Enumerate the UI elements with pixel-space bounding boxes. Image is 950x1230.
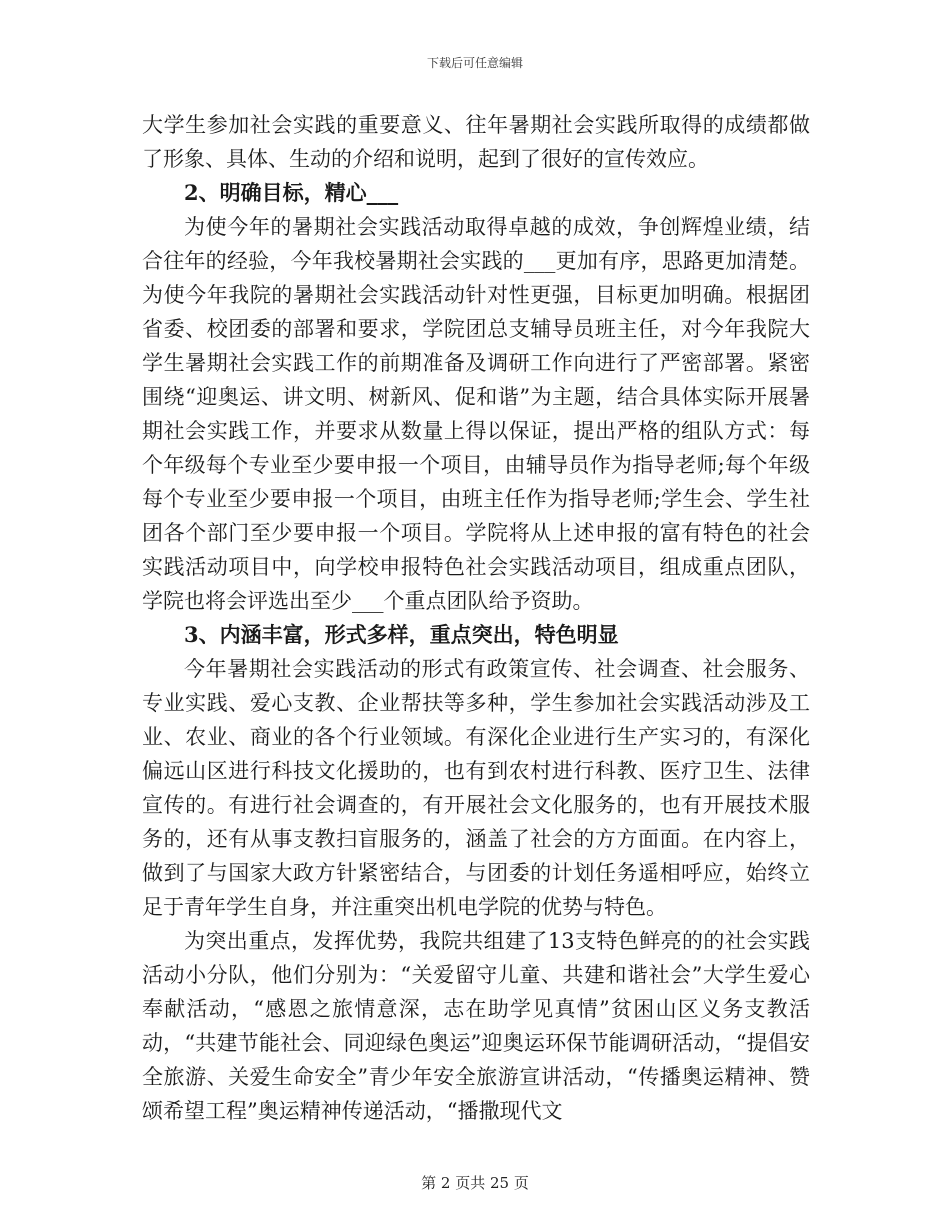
section-heading-3: 3、内涵丰富，形式多样，重点突出，特色明显 xyxy=(184,622,619,647)
paragraph-teams: 为突出重点，发挥优势，我院共组建了13支特色鲜亮的的社会实践活动小分队，他们分别为：“关爱留守儿童、共建和谐社会”大学生爱心奉献活动，“感恩之旅情意深，志在助学见真情”贫困山区义务支教活动，“共建节能社会、同迎绿色奥运”迎奥运环保节能调研活动，“提倡安全旅游、关爱生命安全”青少年安全旅游宣讲活动，“传播奥运精神、赞颂希望工程”奥运精神传递活动，“播撒现代文 xyxy=(142,929,810,1123)
document-body xyxy=(142,108,810,1128)
paragraph-intro-continuation: 大学生参加社会实践的重要意义、往年暑期社会实践所取得的成绩都做了形象、具体、生动的介绍和说明，起到了很好的宣传效应。 xyxy=(142,113,810,171)
paragraph-forms: 今年暑期社会实践活动的形式有政策宣传、社会调查、社会服务、专业实践、爱心支教、企业帮扶等多种，学生参加社会实践活动涉及工业、农业、商业的各个行业领域。有深化企业进行生产实习的，有深化偏远山区进行科技文化援助的，也有到农村进行科教、医疗卫生、法律宣传的。有进行社会调查的，有开展社会文化服务的，也有开展技术服务的，还有从事支教扫盲服务的，涵盖了社会的方方面面。在内容上，做到了与国家大政方针紧密结合，与团委的计划任务遥相呼应，始终立足于青年学生自身，并注重突出机电学院的优势与特色。 xyxy=(142,657,810,919)
section-heading-2: 2、明确目标，精心___ xyxy=(184,180,399,205)
page-header: 下载后可任意编辑 xyxy=(426,56,523,70)
page-footer: 第 2 页共 25 页 xyxy=(421,1174,529,1192)
paragraph-goals: 为使今年的暑期社会实践活动取得卓越的成效，争创辉煌业绩，结合往年的经验，今年我校暑期社会实践的___更加有序，思路更加清楚。为使今年我院的暑期社会实践活动针对性更强，目标更加明确。根据团省委、校团委的部署和要求，学院团总支辅导员班主任，对今年我院大学生暑期社会实践工作的前期准备及调研工作向进行了严密部署。紧密围绕“迎奥运、讲文明、树新风、促和谐”为主题，结合具体实际开展暑期社会实践工作，并要求从数量上得以保证，提出严格的组队方式：每个年级每个专业至少要申报一个项目，由辅导员作为指导老师;每个年级每个专业至少要申报一个项目，由班主任作为指导老师;学生会、学生社团各个部门至少要申报一个项目。学院将从上述申报的富有特色的社会实践活动项目中，向学校申报特色社会实践活动项目，组成重点团队，学院也将会评选出至少___个重点团队给予资助。 xyxy=(142,215,810,613)
